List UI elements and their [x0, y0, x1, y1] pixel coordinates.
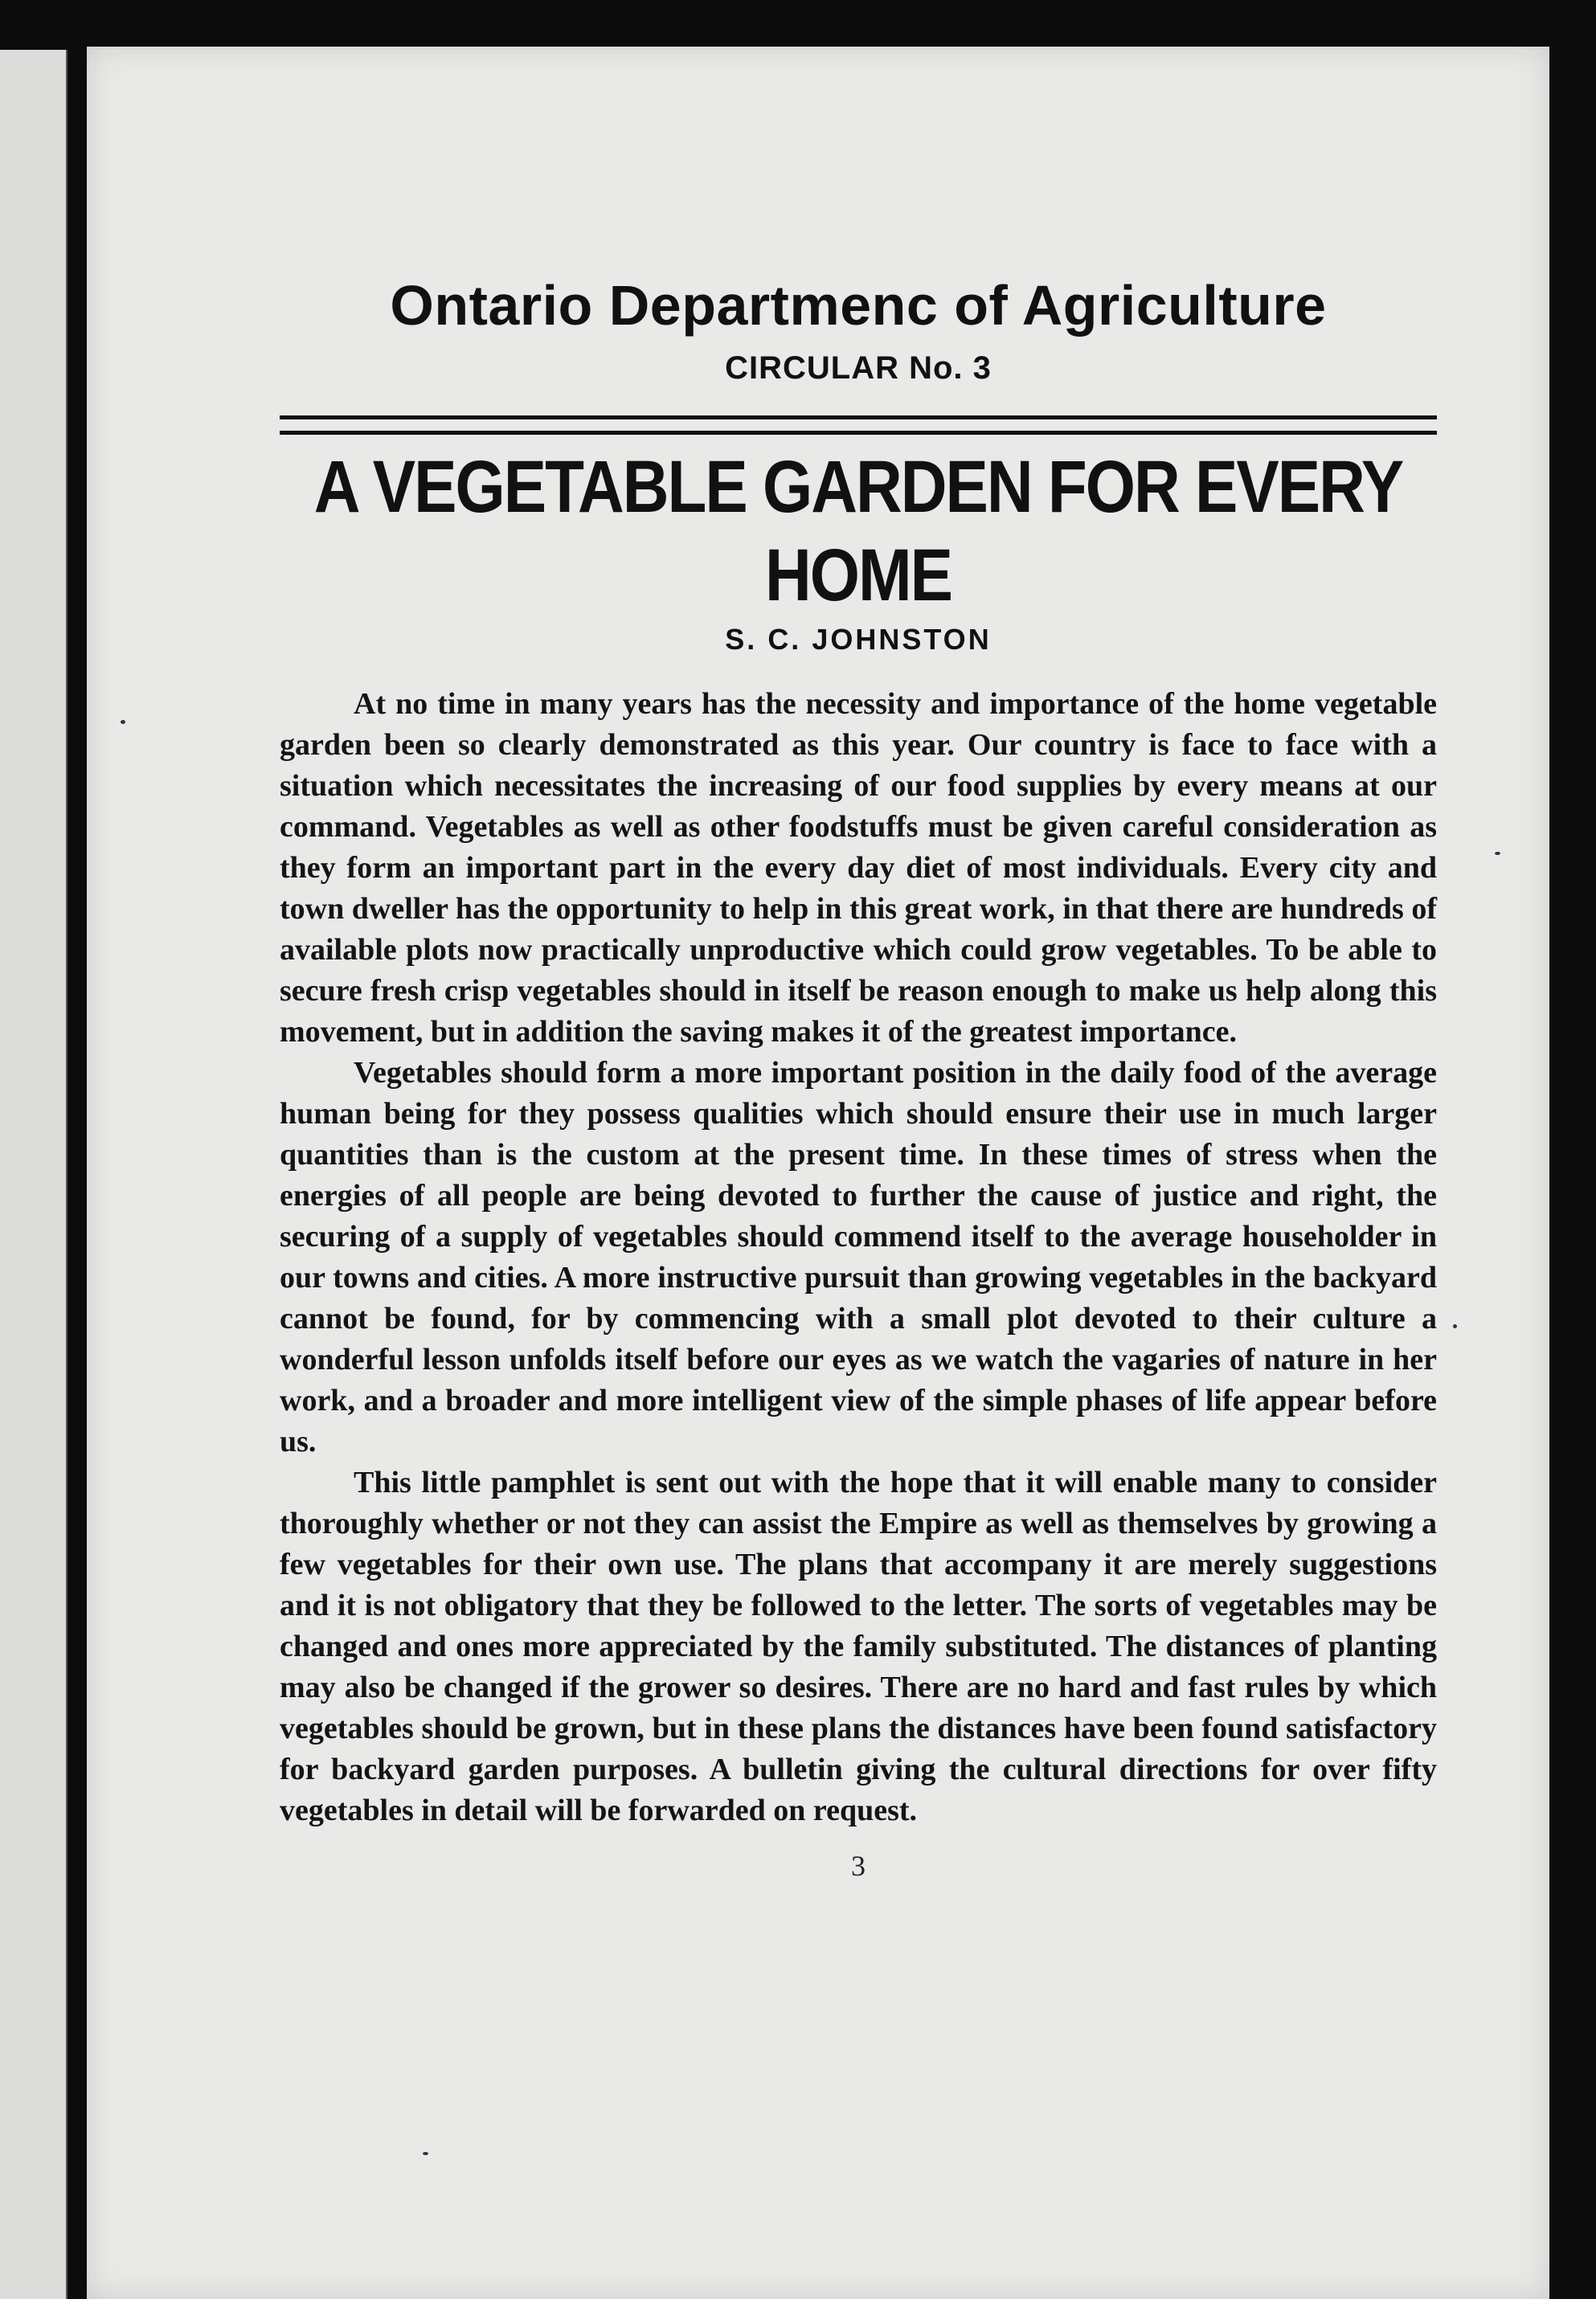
print-speck: [423, 2152, 428, 2155]
article-body: [280, 684, 1437, 1831]
paragraph: At no time in many years has the necessity and importance of the home vegetable garden been so clearly demonstrated as this year. Our country is face to face with a situation which necessitates the increasing of our food supplies by every means at our command. Vegetables as well as other foodstuffs must be given careful consideration as they form an important part in the every day diet of most individuals. Every city and town dweller has the opportunity to help in this great work, in that there are hundreds of available plots now practically unproductive which could grow vegetables. To be able to secure fresh crisp vegetables should in itself be reason enough to make us help along this movement, but in addition the saving makes it of the greatest importance.: [280, 687, 1437, 1049]
print-speck: [1453, 1324, 1457, 1328]
circular-number: CIRCULAR No. 3: [725, 350, 992, 386]
article-title: A VEGETABLE GARDEN FOR EVERY HOME: [313, 445, 1403, 616]
article-author: S. C. JOHNSTON: [725, 623, 992, 656]
adjacent-page-edge: [0, 50, 68, 2299]
department-heading: Ontario Departmenc of Agriculture: [390, 274, 1327, 337]
print-speck: [121, 720, 125, 724]
page-number: 3: [851, 1850, 866, 1882]
double-rule-divider: [280, 415, 1437, 435]
page-content: [280, 272, 1437, 1883]
print-speck: [1495, 852, 1500, 855]
document-page: [87, 47, 1549, 2299]
paragraph: Vegetables should form a more important position in the daily food of the average human being for they possess qualities which should ensure their use in much larger quantities than is the custom at the present time. In these times of stress when the energies of all people are being devoted to further the cause of justice and right, the securing of a supply of vegetables should commend itself to the average householder in our towns and cities. A more instructive pursuit than growing vegetables in the backyard cannot be found, for by commencing with a small plot devoted to their culture a wonderful lesson unfolds itself before our eyes as we watch the vagaries of nature in her work, and a broader and more intelligent view of the simple phases of life appear before us.: [280, 1056, 1437, 1458]
paragraph: This little pamphlet is sent out with the hope that it will enable many to consider thoroughly whether or not they can assist the Empire as well as themselves by growing a few vegetables for their own use. The plans that accompany it are merely suggestions and it is not obligatory that they be followed to the letter. The sorts of vegetables may be changed and ones more appreciated by the family substituted. The distances of planting may also be changed if the grower so desires. There are no hard and fast rules by which vegetables should be grown, but in these plans the distances have been found satisfactory for backyard garden purposes. A bulletin giving the cultural directions for over fifty vegetables in detail will be forwarded on request.: [280, 1466, 1437, 1827]
